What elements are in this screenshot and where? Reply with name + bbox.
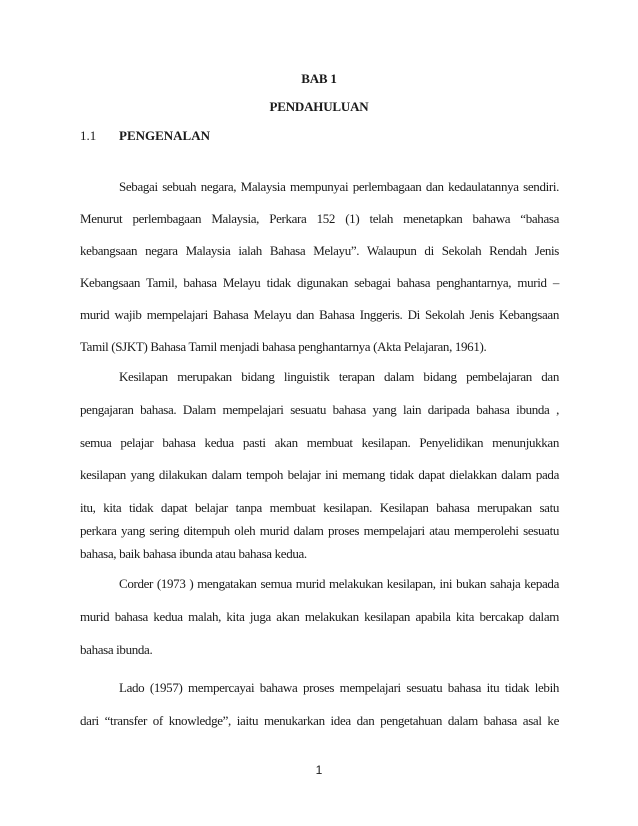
paragraph-line: bahasa ibunda.: [80, 642, 153, 657]
paragraph-line: itu, kita tidak dapat belajar tanpa membuat kesilapan. Kesilapan bahasa merupakan satu: [80, 500, 559, 515]
paragraph-line: murid bahasa kedua malah, kita juga akan melakukan kesilapan apabila kita bercakap dalam: [80, 609, 559, 624]
chapter-title: PENDAHULUAN: [269, 99, 369, 114]
paragraph-line: perkara yang sering ditempuh oleh murid dalam proses mempelajari atau memperolehi sesuatu: [80, 523, 559, 538]
paragraph-line: Kebangsaan Tamil, bahasa Melayu tidak digunakan sebagai bahasa penghantarnya, murid –: [80, 275, 559, 290]
paragraph-line: Tamil (SJKT) Bahasa Tamil menjadi bahasa penghantarnya (Akta Pelajaran, 1961).: [80, 339, 487, 354]
paragraph-line: Kesilapan merupakan bidang linguistik terapan dalam bidang pembelajaran dan: [119, 369, 559, 384]
chapter-label: BAB 1: [301, 71, 337, 86]
section-heading: [80, 128, 210, 144]
paragraph-line: bahasa, baik bahasa ibunda atau bahasa kedua.: [80, 546, 307, 561]
section-title: PENGENALAN: [119, 128, 211, 143]
paragraph-line: kebangsaan negara Malaysia ialah Bahasa Melayu”. Walaupun di Sekolah Rendah Jenis: [80, 243, 559, 258]
paragraph-line: Corder (1973 ) mengatakan semua murid melakukan kesilapan, ini bukan sahaja kepada: [119, 576, 559, 591]
page-number: 1: [315, 763, 323, 777]
paragraph-line: pengajaran bahasa. Dalam mempelajari sesuatu bahasa yang lain daripada bahasa ibunda ,: [80, 402, 559, 417]
paragraph-line: Sebagai sebuah negara, Malaysia mempunyai perlembagaan dan kedaulatannya sendiri.: [119, 179, 559, 194]
paragraph-line: murid wajib mempelajari Bahasa Melayu dan Bahasa Inggeris. Di Sekolah Jenis Kebangsaan: [80, 307, 559, 322]
paragraph-line: dari “transfer of knowledge”, iaitu menukarkan idea dan pengetahuan dalam bahasa asal ke: [80, 713, 559, 728]
section-number: 1.1: [80, 128, 97, 143]
paragraph-line: kesilapan yang dilakukan dalam tempoh belajar ini memang tidak dapat dielakkan dalam pada: [80, 467, 559, 482]
paragraph-line: Lado (1957) mempercayai bahawa proses mempelajari sesuatu bahasa itu tidak lebih: [119, 680, 559, 695]
paragraph-line: Menurut perlembagaan Malaysia, Perkara 152 (1) telah menetapkan bahawa “bahasa: [80, 211, 559, 226]
paragraph-line: semua pelajar bahasa kedua pasti akan membuat kesilapan. Penyelidikan menunjukkan: [80, 435, 559, 450]
